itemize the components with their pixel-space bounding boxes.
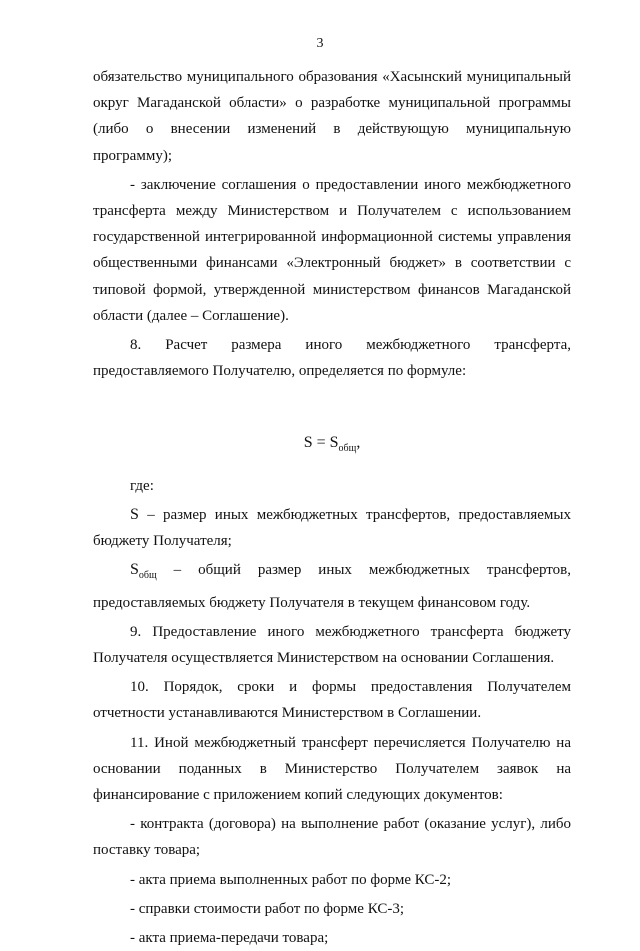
paragraph-10: 10. Порядок, сроки и формы предоставления Получателем отчетности устанавливаются Министерством в Соглашении. (93, 679, 571, 722)
list-item-contract: - контракта (договора) на выполнение работ (оказание услуг), либо поставку товара; (93, 816, 571, 859)
formula-tail: , (356, 434, 361, 452)
symbol-s-total-letter: S (130, 561, 139, 579)
symbol-s: S (130, 505, 139, 523)
where-label: где: (130, 477, 154, 494)
document-body (93, 64, 571, 951)
symbol-s-total (130, 561, 157, 582)
formula-lhs: S = S (303, 434, 339, 452)
page-number: 3 (316, 36, 324, 51)
paragraph-9: 9. Предоставление иного межбюджетного трансферта бюджету Получателя осуществляется Министерством на основании Соглашения. (93, 623, 571, 667)
paragraph-obligation: обязательство муниципального образования «Хасынский муниципальный округ Магаданской области» о разработке муниципальной программы (либо о внесении изменений в действующую муниципальную программу); (93, 69, 571, 164)
formula-subscript: общ (338, 443, 357, 455)
definition-s-text: – размер иных межбюджетных трансфертов, предоставляемых бюджету Получателя; (93, 506, 571, 550)
paragraph-11: 11. Иной межбюджетный трансферт перечисляется Получателю на основании поданных в Министерство Получателем заявок на финансирование с приложением копий следующих документов: (93, 734, 571, 804)
definition-s (93, 502, 571, 554)
paragraph-8-calculation: 8. Расчет размера иного межбюджетного трансферта, предоставляемого Получателю, определяется по формуле: (93, 337, 571, 380)
paragraph-agreement: - заключение соглашения о предоставлении иного межбюджетного трансферта между Министерством и Получателем с использованием государственной интегрированной информационной системы управления общественными финансами «Электронный бюджет» в соответствии с типовой формой, утвержденной министерством финансов Магаданской области (далее – Соглашение). (93, 176, 571, 324)
list-item-ks2: - акта приема выполненных работ по форме КС-2; (130, 871, 452, 888)
definition-s-total (93, 557, 571, 616)
list-item-goods-act: - акта приема-передачи товара; (130, 930, 329, 947)
formula (93, 428, 571, 464)
list-item-ks3: - справки стоимости работ по форме КС-3; (130, 900, 404, 917)
symbol-s-total-subscript: общ (138, 570, 157, 582)
definition-s-total-text: – общий размер иных межбюджетных трансфертов, предоставляемых бюджету Получателя в текущем финансовом году. (93, 562, 571, 611)
